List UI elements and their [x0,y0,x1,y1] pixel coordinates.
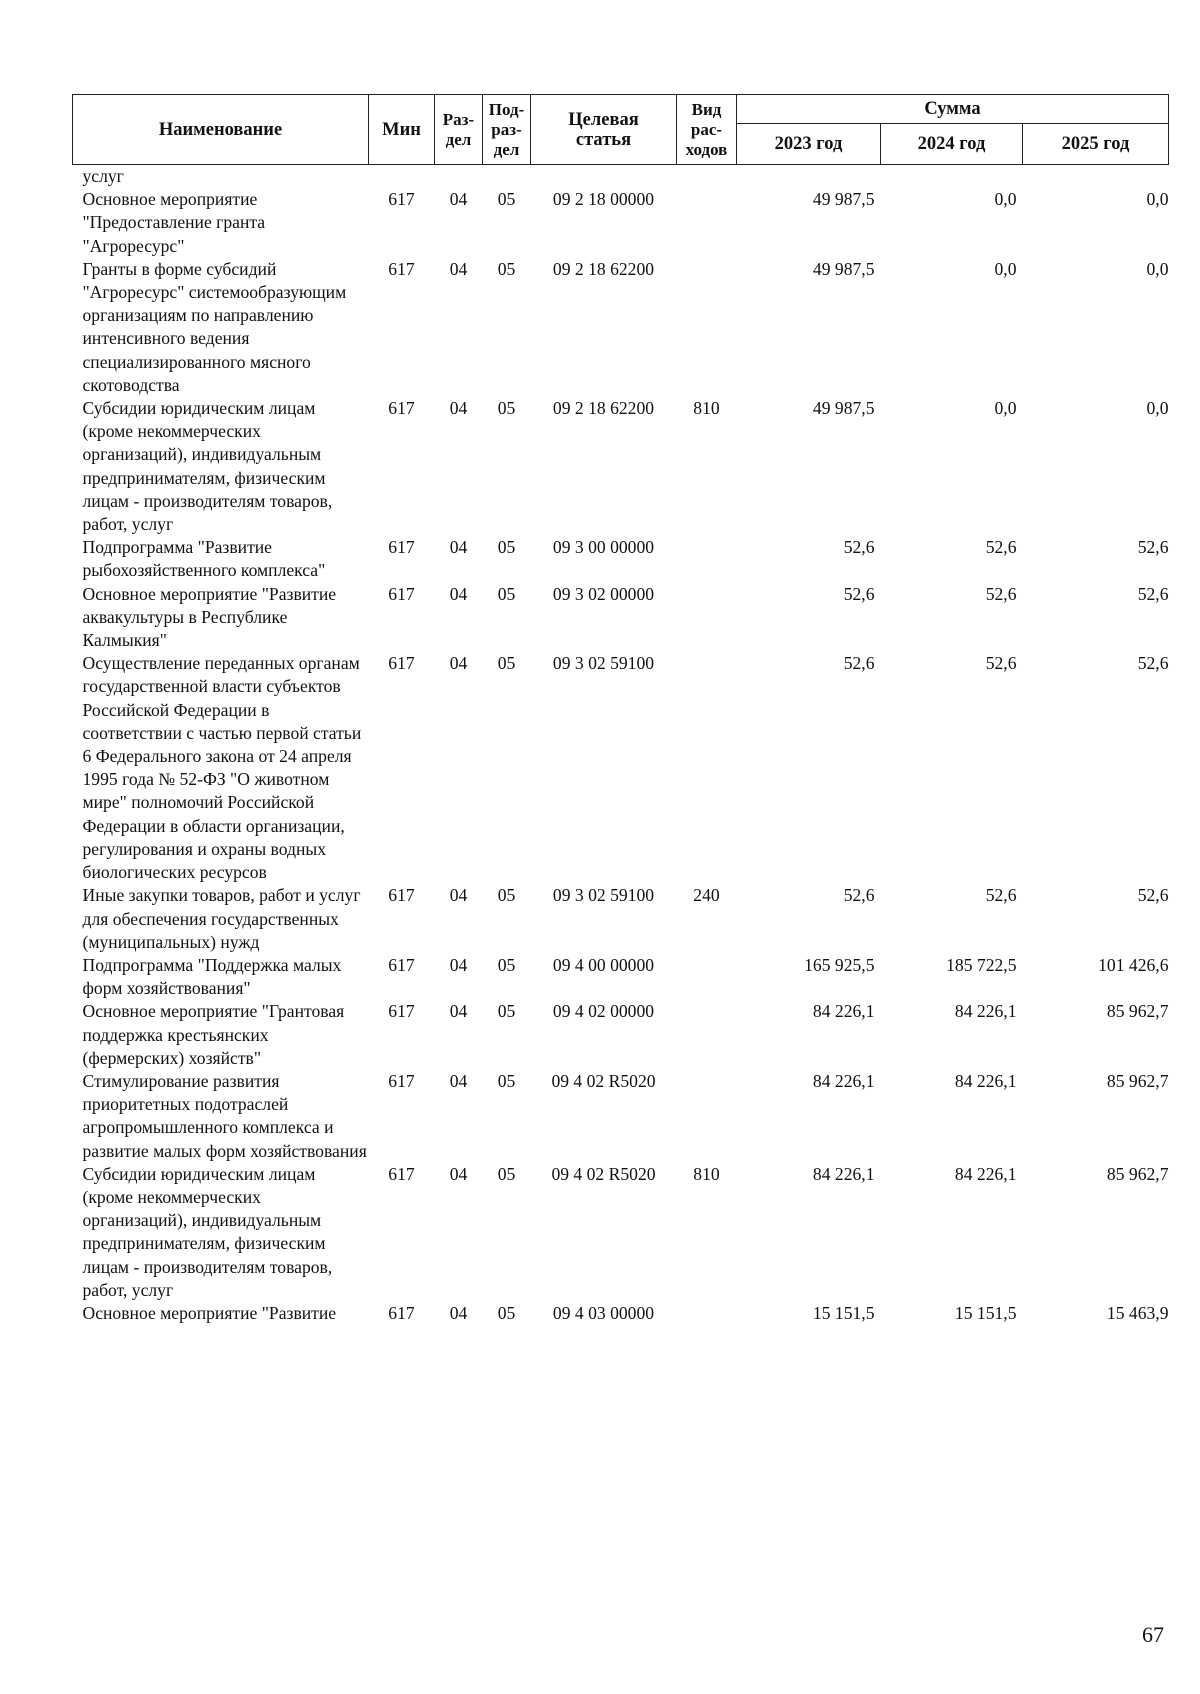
cell-razdel: 04 [449,189,468,210]
cell-sum-2025: 0,0 [1146,189,1169,210]
cell-name: Подпрограмма "Поддержка малых форм хозяйствования" [82,954,342,999]
table-row [73,1302,1169,1325]
cell-sum-2025: 85 962,7 [1106,1070,1169,1091]
cell-sum-2023: 49 987,5 [812,398,875,419]
cell-celevaya-statya: 09 4 03 00000 [552,1302,655,1323]
cell-min: 617 [388,189,415,210]
header-year-2023: 2023 год [737,124,881,165]
header-year-2025: 2025 год [1023,124,1169,165]
table-row [73,652,1169,884]
cell-vid-rashodov [677,1070,737,1163]
cell-podrazdel: 05 [497,1070,516,1091]
cell-sum-2025: 52,6 [1137,653,1169,674]
cell-podrazdel: 05 [497,258,516,279]
cell-vid-rashodov [677,1000,737,1070]
cell-sum-2023: 84 226,1 [812,1070,875,1091]
cell-podrazdel: 05 [497,885,516,906]
cell-sum-2024: 84 226,1 [954,1163,1017,1184]
cell-sum-2023: 52,6 [843,537,875,558]
cell-sum-2025: 0,0 [1146,258,1169,279]
cell-razdel: 04 [449,1070,468,1091]
cell-name: Субсидии юридическим лицам (кроме некоммерческих организаций), индивидуальным предпринимателям, физическим лицам - производителям товаров, работ, услуг [82,398,333,535]
cell-podrazdel: 05 [497,1163,516,1184]
table-row [73,954,1169,1000]
cell-sum-2024: 52,6 [985,583,1017,604]
cell-celevaya-statya: 09 4 00 00000 [552,954,655,975]
page-number: 67 [1142,1622,1164,1647]
cell-name: Гранты в форме субсидий "Агроресурс" системообразующим организациям по направлению интенсивного ведения специализированного мясного скотоводства [82,258,347,395]
cell-celevaya-statya: 09 2 18 00000 [552,189,655,210]
cell-razdel: 04 [449,885,468,906]
cell-sum-2024: 185 722,5 [946,954,1017,975]
cell-razdel: 04 [449,1302,468,1323]
cell-sum-2025: 52,6 [1137,885,1169,906]
cell-sum-2025: 0,0 [1146,398,1169,419]
cell-vid-rashodov [677,583,737,653]
table-row [73,884,1169,954]
cell-celevaya-statya: 09 3 00 00000 [552,537,655,558]
cell-vid-rashodov [677,536,737,582]
cell-min: 617 [388,1070,415,1091]
table-row [73,188,1169,258]
cell-razdel: 04 [449,258,468,279]
cell-sum-2023: 49 987,5 [812,258,875,279]
cell-name: Субсидии юридическим лицам (кроме некоммерческих организаций), индивидуальным предпринимателям, физическим лицам - производителям товаров, работ, услуг [82,1163,333,1300]
cell-name: Основное мероприятие "Грантовая поддержка крестьянских (фермерских) хозяйств" [82,1001,345,1068]
cell-sum-2024: 0,0 [994,398,1017,419]
table-row [73,397,1169,536]
cell-sum-2025: 52,6 [1137,583,1169,604]
table-body [73,165,1169,1326]
cell-sum-2025: 15 463,9 [1106,1302,1169,1323]
header-summa: Сумма [737,95,1169,124]
cell-min: 617 [388,258,415,279]
cell-podrazdel: 05 [497,1302,516,1323]
cell-sum-2023: 15 151,5 [812,1302,875,1323]
header-podrazdel-text: Под-раз-дел [488,99,525,159]
cell-min: 617 [388,398,415,419]
cell-min: 617 [388,885,415,906]
header-name: Наименование [73,95,369,165]
cell-podrazdel: 05 [497,954,516,975]
cell-celevaya-statya: 09 2 18 62200 [552,398,655,419]
cell-sum-2023: 84 226,1 [812,1163,875,1184]
cell-vid-rashodov [677,954,737,1000]
cell-celevaya-statya: 09 3 02 59100 [552,885,655,906]
cell-name: Стимулирование развития приоритетных подотраслей агропромышленного комплекса и развитие малых форм хозяйствования [82,1070,367,1161]
cell-razdel: 04 [449,537,468,558]
cell-podrazdel: 05 [497,189,516,210]
cell-vid-rashodov [677,258,737,397]
continuation-row [73,165,1169,189]
cell-sum-2025: 85 962,7 [1106,1001,1169,1022]
cell-podrazdel: 05 [497,1001,516,1022]
cell-razdel: 04 [449,954,468,975]
cell-vid-rashodov [677,1302,737,1325]
cell-min: 617 [388,1163,415,1184]
cell-podrazdel: 05 [497,653,516,674]
cell-vid-rashodov: 810 [693,398,720,419]
header-podrazdel [483,95,531,165]
cell-podrazdel: 05 [497,583,516,604]
cell-sum-2024: 52,6 [985,653,1017,674]
cell-name: Основное мероприятие "Предоставление гранта "Агроресурс" [82,189,266,256]
table-row [73,1000,1169,1070]
cell-name: Подпрограмма "Развитие рыбохозяйственного комплекса" [82,537,326,581]
cell-podrazdel: 05 [497,398,516,419]
cell-razdel: 04 [449,1163,468,1184]
cell-name: Основное мероприятие "Развитие аквакультуры в Республике Калмыкия" [82,583,337,651]
cell-celevaya-statya: 09 4 02 R5020 [551,1163,656,1184]
cell-sum-2023: 52,6 [843,583,875,604]
cell-celevaya-statya: 09 3 02 59100 [552,653,655,674]
cell-min: 617 [388,653,415,674]
header-year-2024: 2024 год [881,124,1023,165]
cell-vid-rashodov: 810 [693,1163,720,1184]
cell-sum-2024: 84 226,1 [954,1001,1017,1022]
cell-min: 617 [388,537,415,558]
cell-name: Иные закупки товаров, работ и услуг для обеспечения государственных (муниципальных) нужд [82,885,361,952]
cell-sum-2024: 52,6 [985,885,1017,906]
cell-razdel: 04 [449,1001,468,1022]
cell-sum-2023: 165 925,5 [804,954,875,975]
cell-sum-2023: 52,6 [843,653,875,674]
cell-sum-2023: 52,6 [843,885,875,906]
header-min: Мин [369,95,435,165]
cell-sum-2025: 85 962,7 [1106,1163,1169,1184]
header-razdel [435,95,483,165]
cell-razdel: 04 [449,653,468,674]
budget-table [72,94,1169,1325]
cell-sum-2025: 101 426,6 [1098,954,1169,975]
cell-name: Осуществление переданных органам государственной власти субъектов Российской Федерации в соответствии с частью первой статьи 6 Федерального закона от 24 апреля 1995 года № 52-ФЗ "О животном мире" полномочий Российской Федерации в области организации, регулирования и охраны водных биологических ресурсов [82,653,362,883]
cell-vid-rashodov [677,188,737,258]
cell-min: 617 [388,954,415,975]
table-row [73,1070,1169,1163]
cell-celevaya-statya: 09 2 18 62200 [552,258,655,279]
cell-sum-2024: 15 151,5 [954,1302,1017,1323]
cell-sum-2025: 52,6 [1137,537,1169,558]
header-celevaya-text: Целевая статья [568,109,639,150]
cell-sum-2024: 84 226,1 [954,1070,1017,1091]
cell-celevaya-statya: 09 3 02 00000 [552,583,655,604]
cell-vid-rashodov: 240 [693,885,720,906]
table-row [73,536,1169,582]
cell-sum-2023: 84 226,1 [812,1001,875,1022]
header-celevaya [531,95,677,165]
cell-min: 617 [388,583,415,604]
cell-celevaya-statya: 09 4 02 R5020 [551,1070,656,1091]
header-vid-text: Вид рас-ходов [685,99,728,159]
cell-vid-rashodov [677,652,737,884]
cell-razdel: 04 [449,398,468,419]
cell-podrazdel: 05 [497,537,516,558]
continuation-text: услуг [82,166,124,186]
table-row [73,258,1169,397]
header-razdel-text: Раз-дел [442,109,475,149]
cell-sum-2024: 52,6 [985,537,1017,558]
cell-min: 617 [388,1302,415,1323]
table-row [73,583,1169,653]
table-header [73,95,1169,165]
cell-celevaya-statya: 09 4 02 00000 [552,1001,655,1022]
cell-sum-2024: 0,0 [994,189,1017,210]
cell-min: 617 [388,1001,415,1022]
cell-sum-2024: 0,0 [994,258,1017,279]
cell-sum-2023: 49 987,5 [812,189,875,210]
cell-razdel: 04 [449,583,468,604]
table-row [73,1163,1169,1302]
cell-name: Основное мероприятие "Развитие [82,1302,337,1323]
header-vid [677,95,737,165]
